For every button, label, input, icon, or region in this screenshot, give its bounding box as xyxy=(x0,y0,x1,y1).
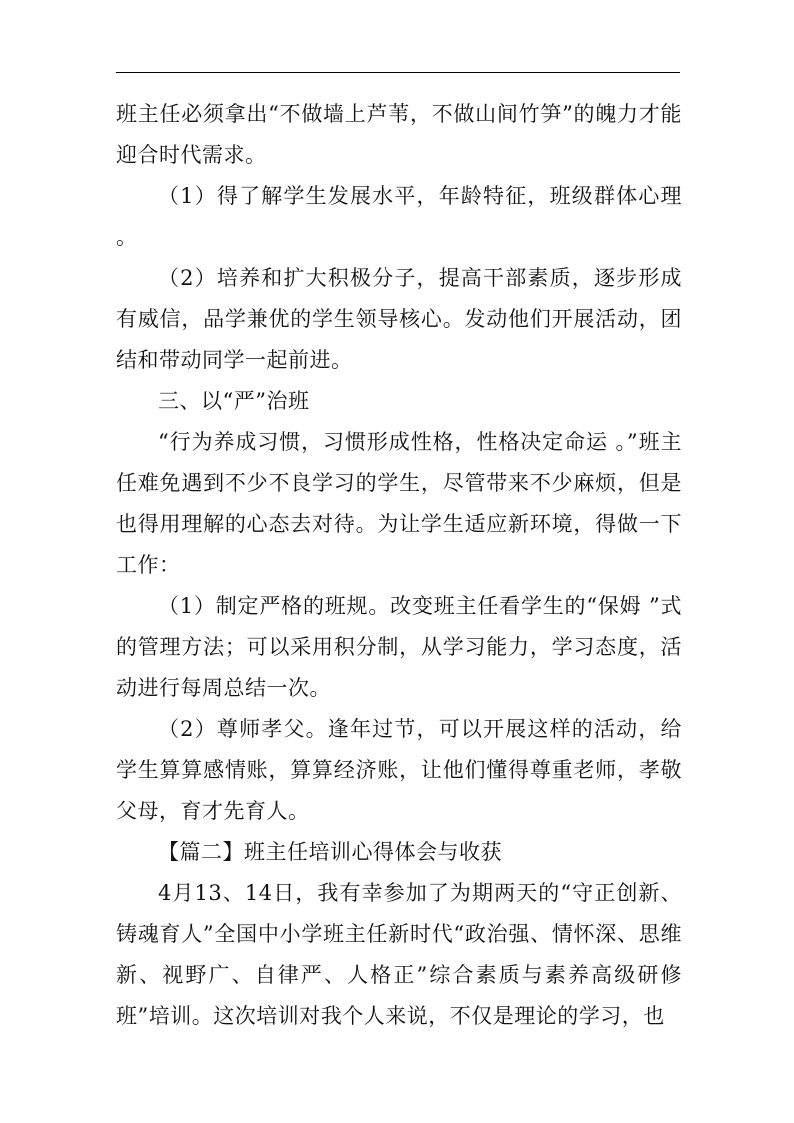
header-rule xyxy=(116,72,680,73)
section-heading-3: 三、以“严”治班 xyxy=(158,389,310,413)
paragraph-2: （1）得了解学生发展水平，年龄特征，班级群体心理 。 xyxy=(116,184,690,249)
document-body xyxy=(116,94,690,1037)
article-heading-2: 【篇二】班主任培训心得体会与收获 xyxy=(158,840,502,864)
paragraph-9: 4月13、14日，我有幸参加了为期两天的“守正创新、铸魂育人”全国中小学班主任新时代“政治强、情怀深、思维新、视野广、自律严、人格正”综合素质与素养高级研修班”培训。这次培训对我个人来说，不仅是理论的学习，也 xyxy=(116,881,682,1028)
paragraph-6: （1）制定严格的班规。改变班主任看学生的“保姆 ”式的管理方法；可以采用积分制，从学习能力，学习态度，活动进行每周总结一次。 xyxy=(116,594,682,700)
paragraph-7: （2）尊师孝父。逢年过节，可以开展这样的活动，给学生算算感情账，算算经济账，让他们懂得尊重老师，孝敬父母，育才先育人。 xyxy=(116,717,682,823)
paragraph-3: （2）培养和扩大积极分子，提高干部素质，逐步形成有威信，品学兼优的学生领导核心。发动他们开展活动，团结和带动同学一起前进。 xyxy=(116,266,682,372)
paragraph-1: 班主任必须拿出“不做墙上芦苇，不做山间竹笋”的魄力才能迎合时代需求。 xyxy=(116,102,682,167)
paragraph-5: “行为养成习惯，习惯形成性格，性格决定命运 。”班主任难免遇到不少不良学习的学生，尽管带来不少麻烦，但是也得用理解的心态去对待。为让学生适应新环境，得做一下工作： xyxy=(116,430,682,577)
